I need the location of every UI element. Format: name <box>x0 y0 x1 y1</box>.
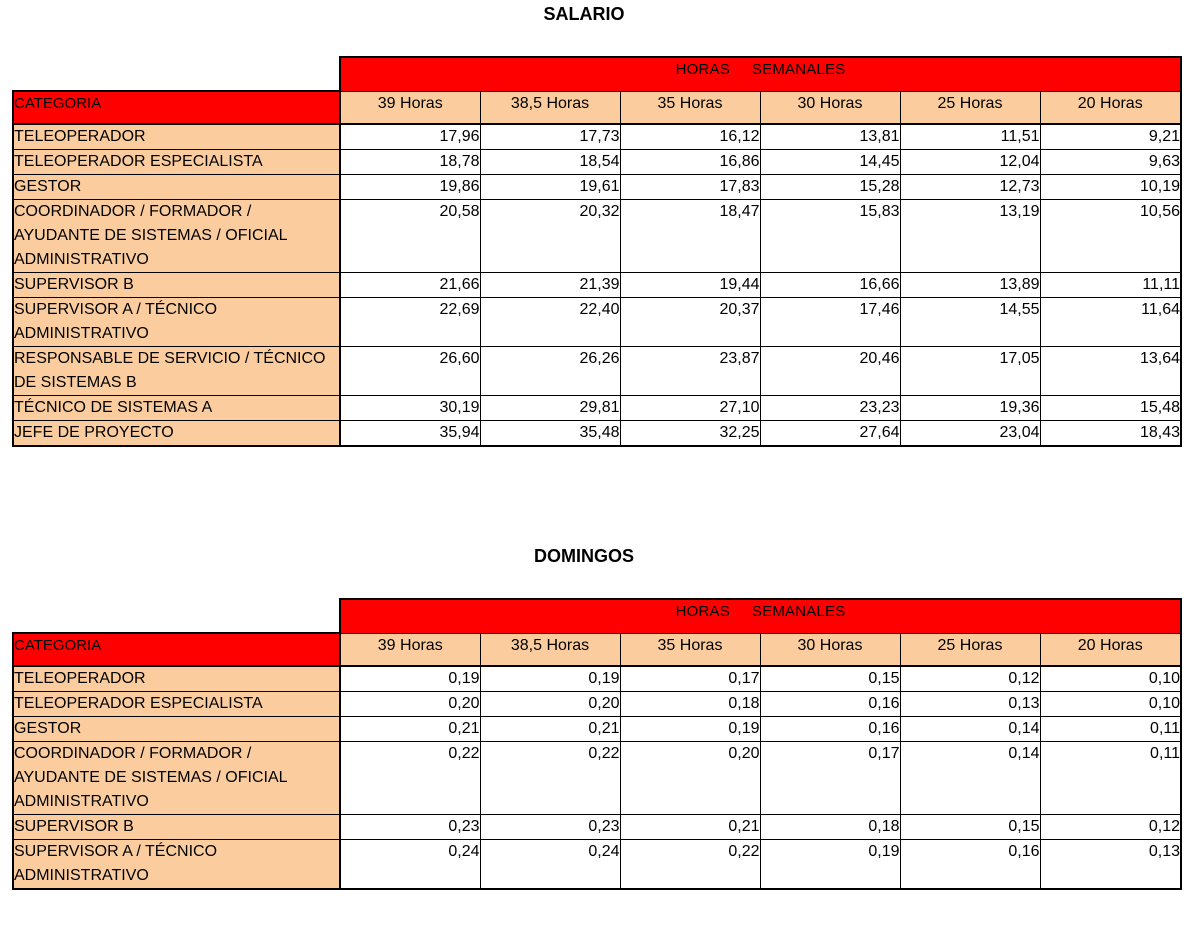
hours-column-header: 20 Horas <box>1040 633 1181 666</box>
category-header: CATEGORIA <box>13 633 340 666</box>
value-cell: 27,10 <box>620 396 760 421</box>
table-row <box>13 666 1181 692</box>
value-cell: 0,16 <box>760 717 900 742</box>
value-cell: 11,51 <box>900 124 1040 150</box>
value-cell: 22,69 <box>340 298 480 347</box>
value-cell: 0,20 <box>340 692 480 717</box>
category-cell: RESPONSABLE DE SERVICIO / TÉCNICO DE SISTEMAS B <box>13 347 340 396</box>
value-cell: 35,94 <box>340 421 480 447</box>
value-cell: 13,19 <box>900 200 1040 273</box>
category-cell: GESTOR <box>13 717 340 742</box>
column-header-row <box>13 633 1181 666</box>
value-cell: 0,12 <box>900 666 1040 692</box>
value-cell: 0,18 <box>620 692 760 717</box>
table-row <box>13 150 1181 175</box>
value-cell: 9,21 <box>1040 124 1181 150</box>
value-cell: 12,04 <box>900 150 1040 175</box>
table-row <box>13 717 1181 742</box>
value-cell: 23,23 <box>760 396 900 421</box>
value-cell: 0,15 <box>900 815 1040 840</box>
value-cell: 0,11 <box>1040 742 1181 815</box>
value-cell: 0,19 <box>340 666 480 692</box>
value-cell: 13,64 <box>1040 347 1181 396</box>
category-cell: JEFE DE PROYECTO <box>13 421 340 447</box>
value-cell: 16,66 <box>760 273 900 298</box>
value-cell: 18,43 <box>1040 421 1181 447</box>
table-row <box>13 175 1181 200</box>
hours-header-row <box>13 57 1181 91</box>
value-cell: 20,46 <box>760 347 900 396</box>
value-cell: 14,55 <box>900 298 1040 347</box>
value-cell: 0,22 <box>620 840 760 890</box>
value-cell: 23,04 <box>900 421 1040 447</box>
value-cell: 0,22 <box>480 742 620 815</box>
hours-column-header: 30 Horas <box>760 91 900 124</box>
hours-column-header: 38,5 Horas <box>480 633 620 666</box>
table-row <box>13 124 1181 150</box>
value-cell: 15,48 <box>1040 396 1181 421</box>
salario-table <box>12 56 1182 447</box>
value-cell: 17,83 <box>620 175 760 200</box>
value-cell: 14,45 <box>760 150 900 175</box>
hours-banner <box>340 57 1181 91</box>
value-cell: 0,24 <box>340 840 480 890</box>
value-cell: 0,11 <box>1040 717 1181 742</box>
value-cell: 0,19 <box>760 840 900 890</box>
value-cell: 15,83 <box>760 200 900 273</box>
value-cell: 0,20 <box>620 742 760 815</box>
value-cell: 10,56 <box>1040 200 1181 273</box>
value-cell: 0,18 <box>760 815 900 840</box>
domingos-table-body <box>13 599 1181 889</box>
value-cell: 20,32 <box>480 200 620 273</box>
hours-banner-word: HORAS <box>675 603 730 620</box>
hours-column-header: 25 Horas <box>900 633 1040 666</box>
value-cell: 13,81 <box>760 124 900 150</box>
value-cell: 16,86 <box>620 150 760 175</box>
category-cell: COORDINADOR / FORMADOR / AYUDANTE DE SISTEMAS / OFICIAL ADMINISTRATIVO <box>13 200 340 273</box>
category-cell: SUPERVISOR B <box>13 815 340 840</box>
hours-banner-word: SEMANALES <box>751 61 846 78</box>
value-cell: 18,78 <box>340 150 480 175</box>
value-cell: 0,23 <box>340 815 480 840</box>
domingos-title: DOMINGOS <box>533 546 634 566</box>
value-cell: 17,46 <box>760 298 900 347</box>
empty-corner-cell <box>13 57 340 91</box>
category-cell: SUPERVISOR B <box>13 273 340 298</box>
value-cell: 0,12 <box>1040 815 1181 840</box>
value-cell: 11,64 <box>1040 298 1181 347</box>
value-cell: 0,13 <box>1040 840 1181 890</box>
value-cell: 0,17 <box>760 742 900 815</box>
value-cell: 23,87 <box>620 347 760 396</box>
table-row <box>13 200 1181 273</box>
hours-column-header: 39 Horas <box>340 633 480 666</box>
value-cell: 0,21 <box>620 815 760 840</box>
value-cell: 0,13 <box>900 692 1040 717</box>
hours-banner-word: HORAS <box>675 61 730 78</box>
value-cell: 16,12 <box>620 124 760 150</box>
value-cell: 17,05 <box>900 347 1040 396</box>
category-cell: TELEOPERADOR ESPECIALISTA <box>13 150 340 175</box>
value-cell: 26,26 <box>480 347 620 396</box>
value-cell: 0,21 <box>340 717 480 742</box>
value-cell: 12,73 <box>900 175 1040 200</box>
value-cell: 0,19 <box>480 666 620 692</box>
table-row <box>13 742 1181 815</box>
table-row <box>13 396 1181 421</box>
category-cell: SUPERVISOR A / TÉCNICO ADMINISTRATIVO <box>13 298 340 347</box>
table-row <box>13 298 1181 347</box>
hours-column-header: 20 Horas <box>1040 91 1181 124</box>
value-cell: 9,63 <box>1040 150 1181 175</box>
hours-banner-word: SEMANALES <box>751 603 846 620</box>
column-header-row <box>13 91 1181 124</box>
domingos-table <box>12 598 1182 890</box>
salario-title: SALARIO <box>543 4 625 24</box>
category-cell: TÉCNICO DE SISTEMAS A <box>13 396 340 421</box>
value-cell: 21,66 <box>340 273 480 298</box>
value-cell: 0,23 <box>480 815 620 840</box>
value-cell: 19,86 <box>340 175 480 200</box>
value-cell: 18,47 <box>620 200 760 273</box>
value-cell: 0,10 <box>1040 666 1181 692</box>
value-cell: 17,73 <box>480 124 620 150</box>
hours-column-header: 39 Horas <box>340 91 480 124</box>
value-cell: 19,36 <box>900 396 1040 421</box>
value-cell: 20,37 <box>620 298 760 347</box>
value-cell: 0,22 <box>340 742 480 815</box>
empty-corner-cell <box>13 599 340 633</box>
hours-column-header: 38,5 Horas <box>480 91 620 124</box>
value-cell: 27,64 <box>760 421 900 447</box>
value-cell: 17,96 <box>340 124 480 150</box>
value-cell: 0,15 <box>760 666 900 692</box>
value-cell: 35,48 <box>480 421 620 447</box>
value-cell: 0,19 <box>620 717 760 742</box>
value-cell: 0,24 <box>480 840 620 890</box>
value-cell: 22,40 <box>480 298 620 347</box>
value-cell: 0,10 <box>1040 692 1181 717</box>
value-cell: 0,21 <box>480 717 620 742</box>
value-cell: 0,20 <box>480 692 620 717</box>
value-cell: 18,54 <box>480 150 620 175</box>
value-cell: 26,60 <box>340 347 480 396</box>
value-cell: 0,17 <box>620 666 760 692</box>
salario-table-body <box>13 57 1181 446</box>
value-cell: 30,19 <box>340 396 480 421</box>
category-cell: SUPERVISOR A / TÉCNICO ADMINISTRATIVO <box>13 840 340 890</box>
category-cell: COORDINADOR / FORMADOR / AYUDANTE DE SISTEMAS / OFICIAL ADMINISTRATIVO <box>13 742 340 815</box>
table-row <box>13 840 1181 890</box>
value-cell: 19,61 <box>480 175 620 200</box>
table-row <box>13 347 1181 396</box>
value-cell: 20,58 <box>340 200 480 273</box>
category-cell: GESTOR <box>13 175 340 200</box>
category-cell: TELEOPERADOR <box>13 666 340 692</box>
hours-header-row <box>13 599 1181 633</box>
value-cell: 10,19 <box>1040 175 1181 200</box>
value-cell: 29,81 <box>480 396 620 421</box>
value-cell: 11,11 <box>1040 273 1181 298</box>
hours-banner <box>340 599 1181 633</box>
category-header: CATEGORIA <box>13 91 340 124</box>
value-cell: 0,14 <box>900 717 1040 742</box>
value-cell: 32,25 <box>620 421 760 447</box>
category-cell: TELEOPERADOR ESPECIALISTA <box>13 692 340 717</box>
value-cell: 13,89 <box>900 273 1040 298</box>
hours-column-header: 35 Horas <box>620 91 760 124</box>
table-row <box>13 273 1181 298</box>
value-cell: 19,44 <box>620 273 760 298</box>
table-row <box>13 815 1181 840</box>
value-cell: 15,28 <box>760 175 900 200</box>
category-cell: TELEOPERADOR <box>13 124 340 150</box>
value-cell: 21,39 <box>480 273 620 298</box>
hours-column-header: 30 Horas <box>760 633 900 666</box>
table-row <box>13 692 1181 717</box>
value-cell: 0,16 <box>760 692 900 717</box>
hours-column-header: 35 Horas <box>620 633 760 666</box>
hours-column-header: 25 Horas <box>900 91 1040 124</box>
table-row <box>13 421 1181 447</box>
value-cell: 0,16 <box>900 840 1040 890</box>
value-cell: 0,14 <box>900 742 1040 815</box>
